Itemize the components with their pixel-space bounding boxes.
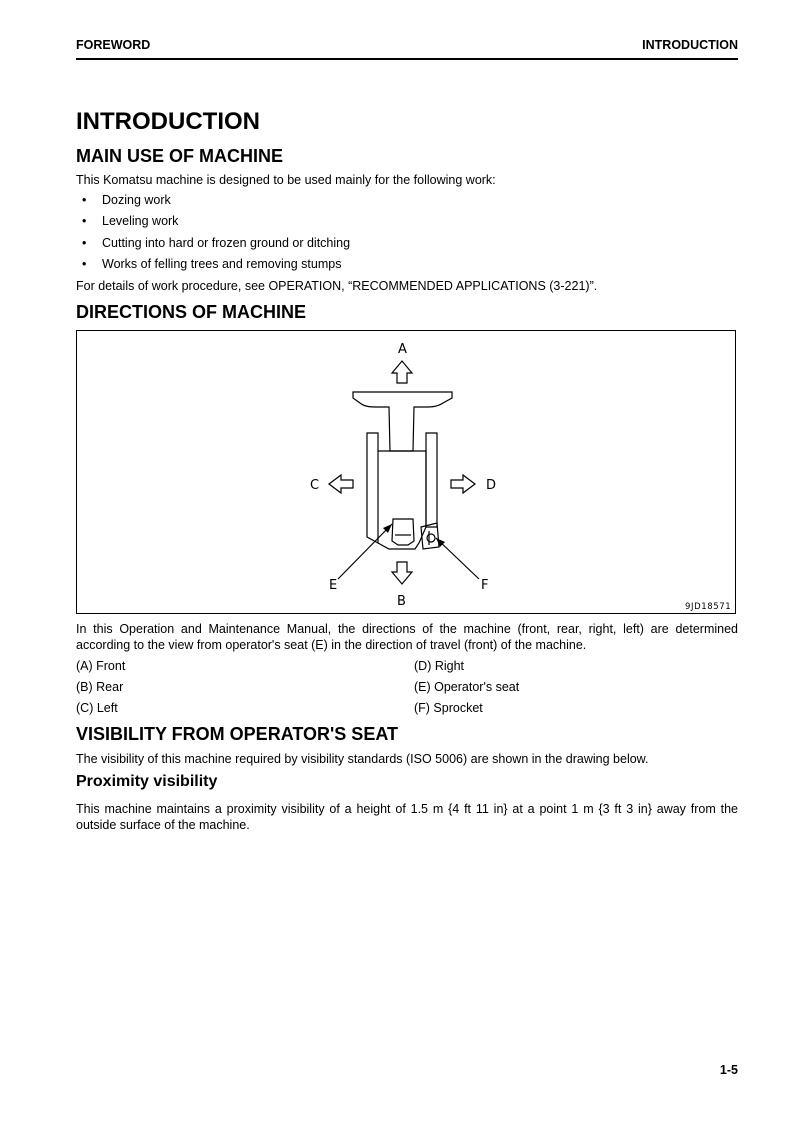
arrow-left [329, 475, 353, 493]
operator-seat [392, 519, 414, 545]
label-a: A [398, 342, 407, 357]
page-title: INTRODUCTION [76, 108, 260, 135]
list-item [76, 256, 350, 277]
bullet: • [82, 235, 87, 250]
label-e: E [329, 578, 338, 593]
legend-item: (B) Rear [76, 680, 124, 694]
right-track [426, 433, 437, 527]
list-item-text: Works of felling trees and removing stumps [102, 256, 342, 271]
work-list [76, 192, 350, 277]
left-track [367, 433, 378, 543]
list-item [76, 192, 350, 213]
list-item-text: Leveling work [102, 214, 179, 229]
bullet: • [82, 193, 87, 207]
page-number: 1-5 [719, 1063, 738, 1077]
legend-item: (F) Sprocket [414, 701, 483, 715]
main-use-intro: This Komatsu machine is designed to be used mainly for the following work: [76, 173, 496, 187]
legend-item: (D) Right [414, 659, 465, 673]
arrow-right [451, 475, 475, 493]
machine-top-view-drawing [77, 331, 735, 613]
list-item-text: Cutting into hard or frozen ground or ditching [102, 235, 351, 250]
label-b: B [397, 594, 406, 609]
directions-heading: DIRECTIONS OF MACHINE [76, 302, 307, 322]
legend-item: (C) Left [76, 701, 118, 715]
work-procedure-reference: For details of work procedure, see OPERATION, “RECOMMENDED APPLICATIONS (3-221)”. [76, 279, 598, 293]
header-section: FOREWORD [76, 38, 151, 52]
main-use-heading: MAIN USE OF MACHINE [76, 146, 283, 166]
directions-figure [76, 330, 736, 614]
list-item [76, 213, 350, 234]
label-f: F [481, 578, 489, 593]
bullet: • [82, 256, 87, 271]
proximity-text: This machine maintains a proximity visibility of a height of 1.5 m {4 ft 11 in} at a point 1 m {3 ft 3 in} away from the outside surface of the machine. [76, 802, 738, 832]
legend-item: (A) Front [76, 659, 126, 673]
directions-description: In this Operation and Maintenance Manual, the directions of the machine (front, rear, right, left) are determined according to the view from operator's seat (E) in the direction of travel (front) of the machine. [76, 622, 738, 652]
legend-item: (E) Operator's seat [414, 680, 520, 694]
visibility-heading: VISIBILITY FROM OPERATOR'S SEAT [76, 724, 398, 744]
header-chapter: INTRODUCTION [642, 38, 738, 52]
body-outline [378, 451, 426, 549]
label-d: D [486, 478, 497, 493]
page-header [76, 37, 738, 60]
arrow-rear [392, 562, 412, 584]
leader-e [338, 524, 392, 579]
list-item [76, 235, 350, 256]
proximity-heading: Proximity visibility [76, 773, 218, 790]
bullet: • [82, 214, 87, 229]
visibility-text: The visibility of this machine required by visibility standards (ISO 5006) are shown in the drawing below. [76, 752, 649, 766]
list-item-text: Dozing work [102, 193, 171, 207]
arrow-front [392, 361, 412, 383]
label-c: C [310, 478, 320, 493]
figure-code: 9JD18571 [685, 602, 732, 612]
